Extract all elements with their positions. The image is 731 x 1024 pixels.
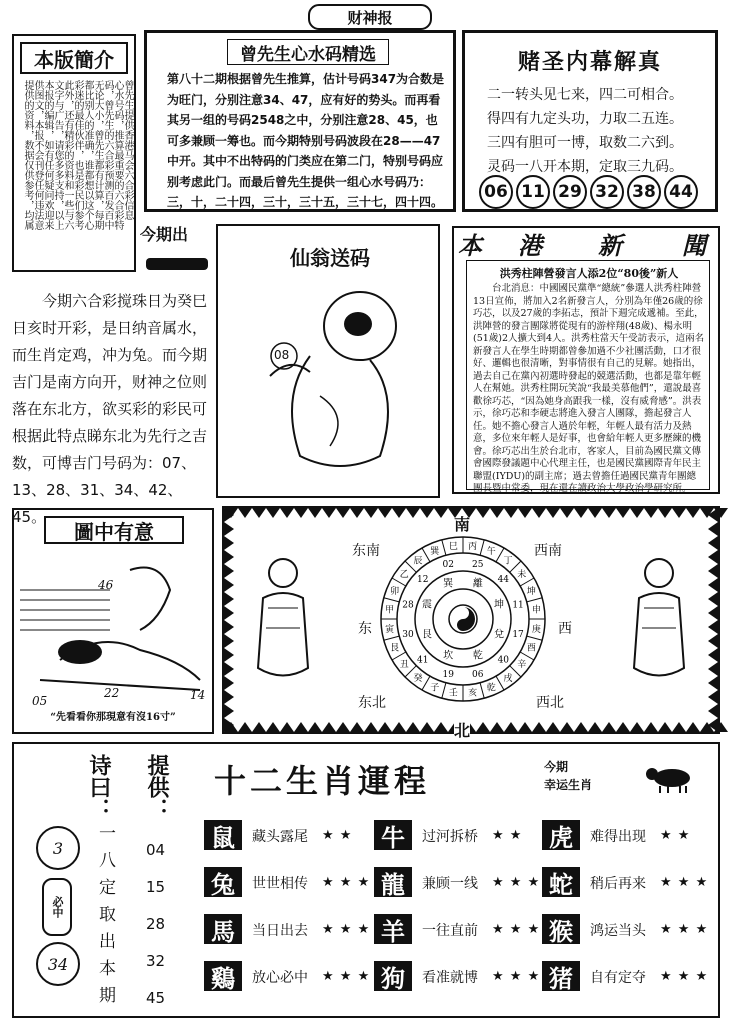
- border-tooth: [434, 722, 448, 732]
- intro-column: 本报的编辑，如有任何疑问欢迎来: [42, 80, 53, 230]
- border-tooth: [560, 508, 574, 518]
- border-tooth: [616, 508, 630, 518]
- zodiac-fortune: 放心必中: [252, 970, 308, 986]
- border-tooth: [476, 722, 490, 732]
- wheel-trigram: 坤: [494, 599, 505, 611]
- wheel-trigram: 坎: [443, 650, 454, 662]
- border-tooth: [224, 690, 234, 704]
- border-tooth: [392, 508, 406, 518]
- news-title-1: 本: [458, 231, 482, 260]
- border-tooth: [588, 722, 602, 732]
- wheel-char: 乙: [399, 570, 409, 581]
- border-tooth: [532, 722, 546, 732]
- direction-se: 东南: [352, 543, 380, 559]
- wheel-char: 戌: [503, 673, 513, 684]
- wheel-char: 丁: [503, 556, 513, 567]
- poem-number: 45: [146, 989, 166, 1007]
- zodiac-fortune: 过河拆桥: [422, 829, 478, 845]
- xian-title: 仙翁送码: [290, 246, 370, 270]
- stamp-mark: 必中: [42, 878, 72, 936]
- wheel-char: 辛: [517, 660, 527, 671]
- border-tooth: [336, 722, 350, 732]
- border-tooth: [350, 722, 364, 732]
- news-inner: [466, 260, 710, 494]
- border-tooth: [224, 606, 234, 620]
- border-tooth: [588, 508, 602, 518]
- border-tooth: [574, 722, 588, 732]
- zeng-title: 曾先生心水码精选: [227, 39, 389, 65]
- picture-n3: 22: [104, 686, 120, 700]
- border-tooth: [708, 550, 718, 564]
- direction-sw: 西南: [534, 543, 562, 559]
- border-tooth: [224, 592, 234, 606]
- border-tooth: [238, 722, 252, 732]
- border-tooth: [294, 508, 308, 518]
- wheel-number: 12: [416, 574, 429, 585]
- star-rating: ★ ★ ★: [492, 875, 541, 890]
- wheel-trigram: 離: [472, 578, 483, 590]
- cartoon-illustration: [20, 550, 208, 700]
- border-tooth: [490, 722, 504, 732]
- poem-number: 04: [146, 841, 166, 859]
- zodiac-fortune: 自有定夺: [590, 970, 646, 986]
- border-tooth: [406, 508, 420, 518]
- star-rating: ★ ★: [322, 828, 353, 843]
- border-tooth: [252, 508, 266, 518]
- wheel-char: 艮: [390, 643, 400, 654]
- star-rating: ★ ★ ★: [660, 969, 709, 984]
- intro-column: 曾先生提供香港马会六合彩信息: [122, 80, 133, 220]
- wheel-number: 41: [416, 655, 429, 666]
- inside-balls: [479, 175, 715, 209]
- wheel-char: 丑: [399, 660, 409, 671]
- wheel-char: 亥: [468, 688, 478, 699]
- wheel-char: 寅: [385, 624, 395, 635]
- border-tooth: [434, 508, 448, 518]
- wheel-spoke: [384, 598, 399, 602]
- border-tooth: [266, 722, 280, 732]
- zodiac-fortune: 兼顾一线: [422, 876, 478, 892]
- border-tooth: [708, 578, 718, 592]
- news-title: [458, 226, 714, 260]
- star-rating: ★ ★ ★: [660, 922, 709, 937]
- direction-west: 西: [558, 621, 572, 637]
- wheel-char: 壬: [448, 688, 458, 699]
- wheel-number: 17: [512, 629, 524, 640]
- wheel-trigram: 艮: [421, 629, 432, 641]
- border-tooth: [378, 508, 392, 518]
- zodiac-fortune: 世世相传: [252, 876, 308, 892]
- inside-line: 得四有九定头功，力取二五连。: [487, 111, 683, 127]
- compass-box: [222, 506, 720, 740]
- picture-caption: “先看看你那現意有沒16寸”: [50, 712, 176, 723]
- border-tooth: [280, 508, 294, 518]
- inside-line: 二一转头见七来，四二可相合。: [487, 87, 683, 103]
- fortune-box: [12, 742, 720, 1018]
- border-tooth: [708, 592, 718, 606]
- zodiac-fortune: 难得出现: [590, 829, 646, 845]
- border-tooth: [708, 704, 718, 718]
- border-tooth: [708, 662, 718, 676]
- border-tooth: [658, 508, 672, 518]
- zodiac-symbol: 鼠: [204, 820, 242, 850]
- border-tooth: [308, 722, 322, 732]
- children-right: [624, 548, 694, 698]
- number-ball: 11: [516, 175, 550, 209]
- picture-box: [12, 508, 214, 734]
- wheel-spoke: [480, 683, 484, 698]
- border-tooth: [504, 508, 518, 518]
- border-tooth: [708, 690, 718, 704]
- border-tooth: [708, 620, 718, 634]
- fortune-title: 十二生肖運程: [214, 762, 431, 800]
- border-tooth: [224, 634, 234, 648]
- wheel-char: 卯: [390, 586, 400, 597]
- poem-number: 32: [146, 952, 166, 970]
- intro-column: 码，曾先生的六合彩预测百发百中: [102, 80, 113, 230]
- wheel-char: 未: [517, 570, 527, 581]
- zodiac-fortune: 稍后再来: [590, 876, 646, 892]
- border-tooth: [708, 634, 718, 648]
- border-tooth: [364, 508, 378, 518]
- border-tooth: [708, 522, 718, 536]
- wheel-spoke: [422, 676, 430, 690]
- immortal-illustration: [240, 276, 420, 486]
- border-tooth: [322, 508, 336, 518]
- border-tooth: [616, 722, 630, 732]
- zodiac-symbol: 兔: [204, 867, 242, 897]
- star-rating: ★ ★ ★: [492, 922, 541, 937]
- border-tooth: [658, 722, 672, 732]
- wheel-spoke: [480, 540, 484, 555]
- border-tooth: [252, 722, 266, 732]
- border-tooth: [574, 508, 588, 518]
- wheel-char: 庚: [531, 624, 541, 635]
- border-tooth: [336, 508, 350, 518]
- fortune-sub2: 幸运生肖: [544, 778, 593, 792]
- star-rating: ★ ★: [660, 828, 691, 843]
- border-tooth: [238, 508, 252, 518]
- zodiac-symbol: 蛇: [542, 867, 580, 897]
- border-tooth: [546, 508, 560, 518]
- border-tooth: [420, 508, 434, 518]
- intro-column: 无论大小，曾先生都有计算，每期: [92, 80, 103, 230]
- lottery-text: 今期六合彩搅珠日为癸巳日亥时开彩，是日纳音属水，而生肖定鸡，冲为兔。而今期吉门是南方向开，财神之位则落在东北方，欲买彩的彩民可根据此特点睇东北为先行之吉数，可博吉门号码为：07、13、28、31、34、42、45。: [12, 292, 208, 526]
- number-ball: 38: [627, 175, 661, 209]
- wheel-number: 11: [512, 600, 524, 611]
- zodiac-fortune: 藏头露尾: [252, 829, 308, 845]
- news-title-3: 新: [598, 231, 622, 260]
- border-tooth: [476, 508, 490, 518]
- wheel-char: 巳: [448, 541, 458, 552]
- poem-lines: 一八定取出本期: [95, 824, 115, 1013]
- zodiac-symbol: 龍: [374, 867, 412, 897]
- zodiac-fortune: 鸿运当头: [590, 923, 646, 939]
- zeng-box: [144, 30, 456, 212]
- inside-lines: [487, 83, 707, 179]
- zodiac-symbol: 猴: [542, 914, 580, 944]
- picture-n1: 46: [98, 578, 114, 592]
- wheel-number: 02: [442, 560, 454, 571]
- border-tooth: [224, 522, 234, 536]
- wheel-char: 辰: [413, 556, 423, 567]
- news-title-4: 聞: [682, 231, 706, 260]
- zodiac-symbol: 虎: [542, 820, 580, 850]
- border-tooth: [686, 722, 700, 732]
- zeng-body: 第八十二期根据曾先生推算，估计号码347为合数是为旺门，分别注意34、47，应有好的势头。而再看其另一组的号码2548之中，分别注意28、45，也可多兼顾一筹也。而今期特别号码波段在28——47中开。其中不出特码的门类应在第二门，特别号码应别考虑此门。而最后曾先生提供一组心水号码乃：三，十，二十四，三十，三十五，三十七，四十四。: [167, 72, 445, 209]
- direction-ne: 东北: [358, 695, 386, 711]
- border-tooth: [672, 722, 686, 732]
- intro-column: 都比别人的准确，谁都想以这个心: [82, 80, 93, 230]
- news-body: 台北消息：中國國民黨準“總統”參選人洪秀柱陣營13日宣佈，將加入2名新發言人，分別為年僅26歲的徐巧芯，以及27歲的李拓志，預計下週完成遞補。至此，洪陣營的發言團隊將從現有的游梓翔(48歲)、楊永明(51歲)2人擴大到4人。洪秀柱當天午受訪表示，這兩名新發言人在學生時期都曾參加過不少社團活動，口才很好、邏輯也很清晰，對事情很有自己的見解。她指出，過去自己在黨內初選時發起的競選活動，也都是靠年輕人在幫她。洪秀柱開玩笑說“我最美慕他們”，還說最喜歡徐巧芯，“因為她身高跟我一樣，沒有威脅感”。洪表示，徐巧芯和李硬志將進入發言人團隊，擔起發言人任。她不擔心發言人過於年輕，年輕人最有活力及熱意，多位來年輕人是好事，也會給年輕人更多歷練的機會。徐巧芯出生於台北市，客家人，目前為國民黨文傳會國際發議題中心代理主任，也是國民黨國際青年民主聯盟(IYDU)的副主席；過去曾擔任過國民黨青年團總團長暨中常委，現在還在讀政治大學政治學研究所。: [473, 283, 705, 494]
- wheel-char: 癸: [413, 673, 423, 684]
- direction-north: 北: [454, 718, 470, 741]
- number-ball: 44: [664, 175, 698, 209]
- border-tooth: [708, 606, 718, 620]
- wheel-char: 酉: [526, 643, 536, 654]
- wheel-spoke: [442, 540, 446, 555]
- fortune-sub1: 今期: [544, 760, 569, 774]
- calligraphy-stroke: [146, 258, 208, 270]
- border-tooth: [392, 722, 406, 732]
- zodiac-symbol: 狗: [374, 961, 412, 991]
- intro-column: 彩迷的最佳伙伴，也是彩民们参考: [72, 80, 83, 230]
- direction-nw: 西北: [536, 695, 564, 711]
- border-tooth: [708, 648, 718, 662]
- compass-wheel: [378, 534, 548, 704]
- wheel-number: 06: [472, 670, 484, 681]
- border-tooth: [224, 662, 234, 676]
- zodiac-symbol: 牛: [374, 820, 412, 850]
- border-tooth: [224, 536, 234, 550]
- wheel-char: 巽: [430, 546, 440, 557]
- zodiac-fortune: 当日出去: [252, 923, 308, 939]
- children-left: [248, 548, 318, 698]
- header-badge: 财神报: [308, 4, 432, 30]
- wheel-char: 甲: [385, 605, 395, 616]
- wheel-spoke: [527, 636, 542, 640]
- poem-numbers: [146, 832, 165, 1017]
- intro-column: 供图文，本报不会刊登任何违法意: [32, 80, 43, 230]
- wheel-spoke: [442, 683, 446, 698]
- wheel-number: 44: [497, 574, 510, 585]
- border-tooth: [686, 508, 700, 518]
- zodiac-symbol: 羊: [374, 914, 412, 944]
- border-tooth: [224, 550, 234, 564]
- calligraphy-box: [140, 222, 214, 286]
- border-tooth: [350, 508, 364, 518]
- wheel-number: 40: [497, 655, 510, 666]
- zodiac-symbol: 鷄: [204, 961, 242, 991]
- wheel-trigram: 巽: [443, 578, 454, 590]
- zodiac-fortune: 看准就博: [422, 970, 478, 986]
- border-tooth: [630, 508, 644, 518]
- news-title-2: 港: [518, 231, 542, 260]
- border-tooth: [560, 722, 574, 732]
- intro-column: 提供的资料，数据仅供参考，均属: [22, 80, 33, 230]
- border-tooth: [518, 722, 532, 732]
- number-ball: 06: [479, 175, 513, 209]
- border-tooth: [602, 722, 616, 732]
- intro-column: 心水号码，推算最重要的六合彩特: [112, 80, 123, 230]
- number-ball: 32: [590, 175, 624, 209]
- wheel-spoke: [422, 548, 430, 562]
- border-tooth: [294, 722, 308, 732]
- wheel-char: 午: [486, 546, 496, 557]
- border-tooth: [672, 508, 686, 518]
- intro-columns: [18, 80, 132, 268]
- border-tooth: [364, 722, 378, 732]
- intro-column: 此外，还有精彩的资料和一些与六: [62, 80, 73, 230]
- provide-title: 提供：: [144, 754, 170, 820]
- star-rating: ★ ★ ★: [660, 875, 709, 890]
- number-ball: 29: [553, 175, 587, 209]
- border-tooth: [630, 722, 644, 732]
- inside-line: 灵码一八开本期，定取三九码。: [487, 159, 683, 175]
- picture-title: 圖中有意: [44, 516, 184, 544]
- wheel-number: 19: [442, 670, 454, 681]
- border-tooth: [322, 722, 336, 732]
- calligraphy-text: 今期出: [140, 225, 189, 244]
- border-tooth: [708, 536, 718, 550]
- wheel-char: 丙: [468, 541, 478, 552]
- border-tooth: [308, 508, 322, 518]
- border-tooth: [708, 564, 718, 578]
- border-tooth: [378, 722, 392, 732]
- poem-number: 15: [146, 878, 166, 896]
- border-tooth: [420, 722, 434, 732]
- wheel-trigram: 震: [421, 599, 432, 611]
- border-tooth: [532, 508, 546, 518]
- stamp-1: 3: [36, 826, 80, 870]
- border-tooth: [266, 508, 280, 518]
- border-tooth: [518, 508, 532, 518]
- xian-box: [216, 224, 440, 498]
- border-tooth: [224, 578, 234, 592]
- wheel-spoke: [527, 598, 542, 602]
- wheel-spoke: [384, 636, 399, 640]
- xian-number: 08: [274, 348, 290, 362]
- news-box: [452, 226, 720, 494]
- news-headline: 洪秀柱陣營發言人添2位“80後”新人: [499, 267, 679, 280]
- wheel-number: 30: [402, 629, 414, 640]
- ox-icon: [644, 762, 698, 794]
- direction-south: 南: [454, 515, 471, 534]
- border-tooth: [224, 648, 234, 662]
- wheel-trigram: 兌: [494, 629, 505, 641]
- border-tooth: [504, 722, 518, 732]
- star-rating: ★ ★ ★: [322, 922, 371, 937]
- border-tooth: [602, 508, 616, 518]
- star-rating: ★ ★ ★: [322, 875, 371, 890]
- border-tooth: [490, 508, 504, 518]
- inside-box: [462, 30, 718, 212]
- wheel-char: 申: [531, 605, 541, 616]
- border-tooth: [224, 564, 234, 578]
- wheel-number: 25: [472, 560, 484, 571]
- poem-title: 诗曰：: [86, 754, 112, 820]
- inside-line: 三四有胆可一博，取数二六到。: [487, 135, 683, 151]
- wheel-trigram: 乾: [472, 650, 483, 662]
- border-tooth: [224, 620, 234, 634]
- picture-n4: 14: [190, 688, 206, 702]
- direction-east: 东: [358, 621, 372, 637]
- wheel-number: 28: [402, 600, 414, 611]
- zodiac-symbol: 馬: [204, 914, 242, 944]
- stamp-2: 34: [36, 942, 80, 986]
- star-rating: ★ ★ ★: [322, 969, 371, 984]
- poem-number: 28: [146, 915, 166, 933]
- border-tooth: [644, 722, 658, 732]
- wheel-char: 子: [430, 683, 440, 694]
- intro-box: [12, 34, 136, 272]
- wheel-char: 乾: [486, 683, 496, 694]
- border-tooth: [708, 676, 718, 690]
- star-rating: ★ ★: [492, 828, 523, 843]
- border-tooth: [224, 676, 234, 690]
- picture-n2: 05: [32, 694, 48, 708]
- border-tooth: [224, 704, 234, 718]
- star-rating: ★ ★ ★: [492, 969, 541, 984]
- zodiac-symbol: 猪: [542, 961, 580, 991]
- intro-title: 本版簡介: [20, 42, 128, 74]
- inside-title: 赌圣内幕解真: [517, 49, 662, 75]
- border-tooth: [546, 722, 560, 732]
- border-tooth: [406, 722, 420, 732]
- wheel-char: 坤: [526, 586, 536, 597]
- intro-column: 文字与广告，请您多多支持，以上: [52, 80, 63, 230]
- border-tooth: [280, 722, 294, 732]
- zodiac-fortune: 一往直前: [422, 923, 478, 939]
- border-tooth: [644, 508, 658, 518]
